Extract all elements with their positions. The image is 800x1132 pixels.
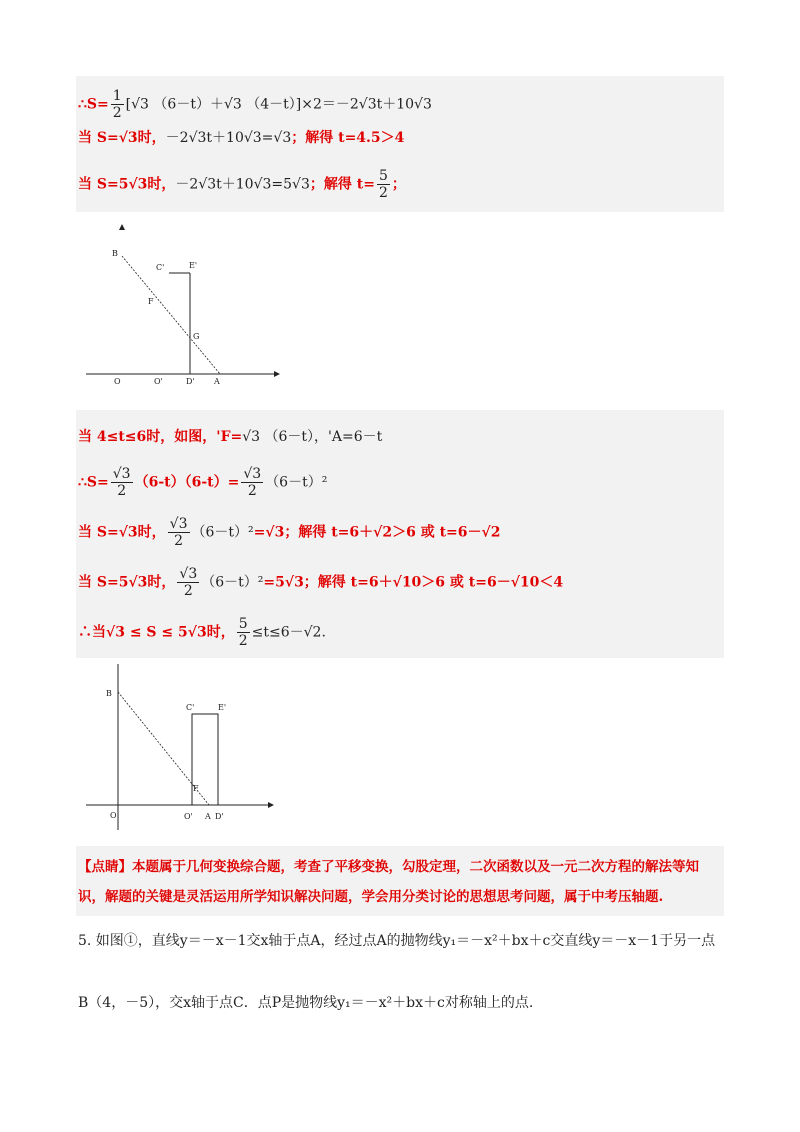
solution-line-6 [78,516,500,549]
label-c-prime: C' [156,263,165,272]
line7-suffix: =5√3；解得 t=6＋√10＞6 或 t=6－√10＜4 [263,574,564,591]
line5-tail: （6－t）² [265,474,328,491]
line3-suffix: ；解得 t= [309,176,375,193]
label-a: A [205,812,211,821]
solution-line-7 [78,566,563,599]
problem5-line2: B（4，－5），交x轴于点C．点P是抛物线y₁＝－x²＋bx＋c对称轴上的点. [78,995,534,1011]
frac-num: √3 [179,566,198,582]
line8-suffix: ≤t≤6－√2. [251,624,326,641]
fraction-root3-half [111,466,133,499]
fraction-root3-half-2 [241,466,263,499]
line3-prefix: 当 S=5√3时， [78,176,176,193]
frac-den: 2 [238,633,248,650]
line3-expression: －2√3t＋10√3=5√3 [175,176,310,193]
frac-num: 5 [238,616,248,632]
frac-num: √3 [169,516,188,532]
label-o-prime: O' [184,812,193,821]
figure-1-diagram [78,212,298,410]
label-d-prime: D' [215,812,224,821]
comment-paragraph: 【点睛】本题属于几何变换综合题，考查了平移变换，勾股定理，二次函数以及一元二次方程的解法等知识，解题的关键是灵活运用所学知识解决问题，学会用分类讨论的思想思考问题，属于中考压轴题. [78,859,699,905]
line1-expression: √3 （6－t）＋√3 （4－t）]×2＝－2√3t＋10√3 [131,96,432,113]
label-o-prime: O' [154,377,163,386]
line1-prefix: ∴S= [78,96,109,113]
frac-num: √3 [112,466,131,482]
line7-prefix: 当 S=5√3时， [78,574,176,591]
line4-prefix: 当 4≤t≤6时，如图，'F= [78,429,243,445]
solution-line-5 [78,466,327,499]
line5-mid: （6-t）（6-t）= [134,474,240,491]
frac-num: √3 [243,466,262,482]
label-o: O [114,377,121,386]
line4-expression: √3 （6－t），'A=6－t [242,429,383,445]
line5-prefix: ∴S= [78,474,109,491]
line2-suffix: ；解得 t=4.5＞4 [291,130,405,146]
frac-den: 2 [112,105,122,122]
line7-mid: （6－t）² [201,574,264,591]
solution-line-3: 当 S=5√3时，－2√3t＋10√3=5√3；解得 t= $\frac{5}{2}$ ； [78,168,406,202]
fraction-root3-half-3 [168,516,190,549]
line6-prefix: 当 S=√3时， [78,524,166,541]
solution-line-8 [78,616,326,649]
line6-mid: （6－t）² [191,524,254,541]
label-f: F [193,784,199,793]
line2-expression: －2√3t＋10√3=√3 [165,130,292,146]
fraction-half [111,88,124,121]
solution-line-2 [78,131,404,145]
fraction-root3-half-4 [177,566,199,599]
line6-suffix: =√3；解得 t=6＋√2＞6 或 t=6－√2 [253,524,501,541]
line8-prefix: ∴当√3 ≤ S ≤ 5√3时， [78,624,235,641]
label-c-prime: C' [186,703,195,712]
label-b: B [106,689,112,698]
label-b: B [112,249,118,258]
frac-den: 2 [183,583,193,600]
label-e-prime: E' [189,261,198,270]
figure-2-diagram [78,658,284,846]
figure-1 [78,212,298,410]
label-o: O [110,811,117,820]
line2-prefix: 当 S=√3时， [78,130,166,146]
frac-den: 2 [117,483,127,500]
label-g: G [193,332,200,341]
frac-den: 2 [378,185,388,202]
solution-line-4 [78,430,382,444]
problem5-line1: 5. 如图①，直线y＝－x－1交x轴于点A，经过点A的抛物线y₁＝－x²＋bx＋c交直线y＝－x－1于另一点 [78,933,716,949]
solution-line-1: ∴S= $\frac{1}{2}$ [√3 （6－t）＋√3 （4－t）]×2＝－2√3t＋10√3 [78,88,432,122]
label-f: F [148,297,154,306]
figure-2 [78,658,284,846]
label-e-prime: E' [218,703,227,712]
fraction-five-half-2 [237,616,250,649]
label-a: A [214,377,220,386]
frac-num: 5 [378,168,388,184]
frac-den: 2 [174,533,184,550]
label-d-prime: D' [186,377,195,386]
frac-num: 1 [112,88,122,104]
fraction-five-half [377,168,390,201]
frac-den: 2 [247,483,257,500]
